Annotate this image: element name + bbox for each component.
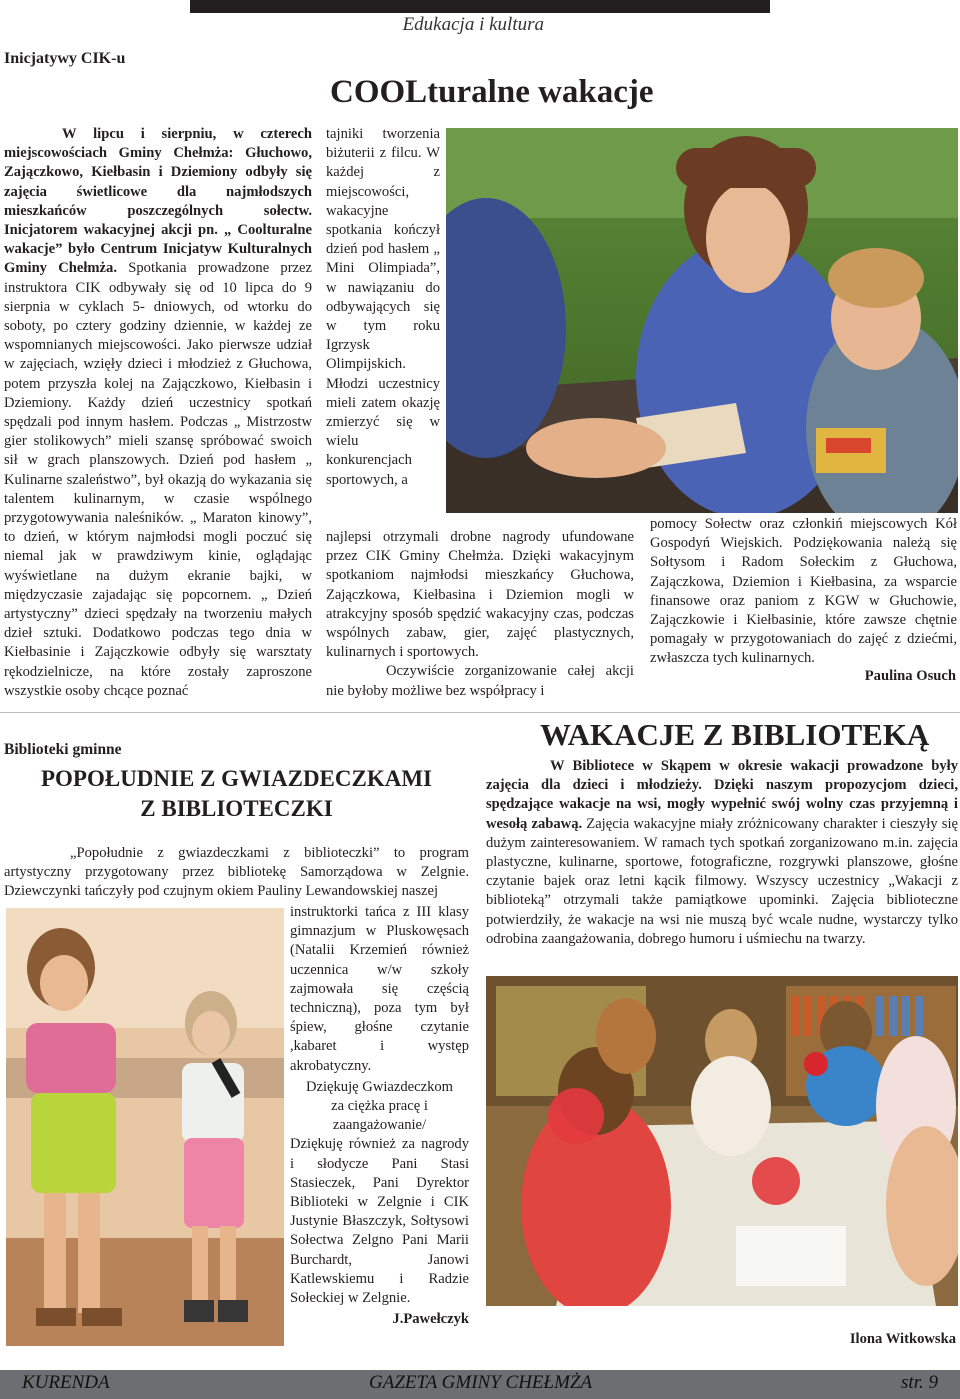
article2-thanks-text: Dziękuję również za nagrody i słodycze Pani Stasi Stasieczek, Pani Dyrektor Biblioteki w Zelgnie i CIK Justynie Błaszczyk, Sołtysowi Sołectwa Zelgno Pani Marii Burchardt, Janowi Katlewskiemu i Radzie Sołeckiej w Zelgnie. (290, 1136, 469, 1307)
article2-title-line1: POPOŁUDNIE Z GWIAZDECZKAMI (40, 766, 433, 791)
article1-column-2 (326, 528, 634, 701)
footer-gazette-name: GAZETA GMINY CHEŁMŻA (369, 1372, 593, 1393)
article3-title: WAKACJE Z BIBLIOTEKĄ (540, 717, 930, 752)
article1-signature: Paulina Osuch (864, 668, 956, 684)
article2-thanks-line2: za ciężka pracę i (331, 1098, 428, 1115)
article3-text: Zajęcia wakacyjne miały zróżnicowany charakter i cieszyły się dużym zainteresowaniem. W ramach tych spotkań zorganizowano m.in. zajęcia plastyczne, kulinarne, sportowe, fotograficzne, rozgrywki planszowe, głośne czytanie bajek oraz letni kącik filmowy. Wszyscy uczestnicy „Wakacji z biblioteką” otrzymali także pamiątkowe upominki. Zajęcia biblioteczne potwierdziły, że wakacje na wsi nie muszą być wcale nudne, wystarczy tylko odrobina zaangażowania, dobrego humoru i uśmiechu na twarzy. (486, 815, 958, 947)
article3-body (486, 757, 958, 949)
article2-title-line2: Z BIBLIOTECZKI (140, 796, 333, 821)
article1-column-2-text: najlepsi otrzymali drobne nagrody ufundowane przez CIK Gminy Chełmża. Dzięki wakacyjnym spotkaniom najmłodsi mieszkańcy Głuchowa, Zajączkowa, Kiełbasina i Dziemion mogli w atrakcyjny sposób spędzić wakacyjny czas, podczas wspólnych zabaw, gier, zajęć plastycznych, kulinarnych i sportowych. (326, 529, 634, 661)
section-tag: Edukacja i kultura (402, 14, 544, 35)
article2-side-text: instruktorki tańca z III klasy gimnazjum w Pluskowęsach (Natalii Krzemień również uczennica w/w szkoły zajmowała się częścią techniczną), poza tym był śpiew, głośne czytanie ,kabaret i występ akrobatyczny. (290, 904, 469, 1074)
article2-intro (4, 844, 469, 902)
article3-lead: W Bibliotece w Skąpem w okresie wakacji prowadzone były zajęcia dla dzieci i młodzieży. Dzięki naszym propozycjom dzieci, spędzające wakacje na wsi, mogły wypełnić swój wolny czas przyjemną i wesołą zabawą. (486, 758, 958, 832)
article2-photo-girls-singing (6, 908, 284, 1346)
children-drawing-image (446, 128, 958, 513)
article2-kicker: Biblioteki gminne (4, 741, 122, 758)
page-footer (0, 1370, 960, 1399)
article2-thanks-heading (290, 1078, 469, 1136)
article1-column-1 (4, 125, 312, 701)
article1-lead: W lipcu i sierpniu, w czterech miejscowościach Gminy Chełmża: Głuchowo, Zajączkowo, Kiełbasin i Dziemiony odbyły się zajęcia świetlicowe dla najmłodszych mieszkańców poszczególnych sołectw. Inicjatorem wakacyjnej akcji pn. „ Coolturalne wakacje” było Centrum Inicjatyw Kulturalnych Gminy Chełmża. (4, 126, 312, 277)
article1-photo-children-drawing (446, 128, 958, 513)
article3-signature: Ilona Witkowska (849, 1331, 956, 1347)
article2-thanks-line3: zaangażowanie/ (332, 1117, 427, 1134)
article1-title: COOLturalne wakacje (330, 74, 654, 110)
article2-thanks-line1: Dziękuję Gwiazdeczkom (305, 1078, 454, 1095)
library-kids-image (486, 976, 958, 1306)
article3-photo-library-kids (486, 976, 958, 1306)
footer-page-number: str. 9 (901, 1372, 938, 1393)
article2-signature: J.Pawełczyk (392, 1311, 469, 1328)
girls-singing-image (6, 908, 284, 1346)
article1-body: Spotkania prowadzone przez instruktora CIK odbywały się od 10 lipca do 9 sierpnia w cyklach 5- dniowych, od wtorku do soboty, po cztery godziny dziennie, w każdej ze wspomnianych miejscowości. Jako pierwsze udział w zajęciach, wzięły dzieci i młodzież z Głuchowa, potem przyszła kolej na Zajączkowo, Kiełbasin i Dziemiony. Każdy dzień uczestnicy spotkań spędzali pod innym hasłem. Podczas „ Mistrzostw gier stolikowych” mieli szansę spróbować swoich sił w grach planszowych. Dzień pod hasłem „ Kulinarne szaleństwo”, był okazją do wykazania się talentem kulinarnym, w czasie wspólnego przygotowywania naleśników. „ Maraton kinowy”, to dzień, w którym najmłodsi mogli poczuć się niemal jak w prawdziwym kinie, oglądając wyświetlane na dużym ekranie bajki, w międzyczasie zajadając się popcornem. „ Dzień artystyczny” dzieci spędzały na tworzeniu małych dzieł sztuki. Dodatkowo podczas tego dnia w Kiełbasinie i Zajączkowie odbyły się warsztaty rękodzielnicze, na które zostały zaproszone wszystkie osoby chcące poznać (4, 260, 312, 699)
article1-column-3: pomocy Sołectw oraz członkiń miejscowych Kół Gospodyń Wiejskich. Podziękowania należą się Sołtysom i Radom Sołeckim z Głuchowa, Zajączkowa, Dziemion i Kiełbasina, za wsparcie finansowe oraz paniom z KGW w Głuchowie, Zajączkowie i Kiełbasinie, które zawsze chętnie pomagały w przygotowaniach do zajęć z dziećmi, zwłaszcza tych kulinarnych. (650, 516, 957, 667)
article2-intro-text: „Popołudnie z gwiazdeczkami z biblioteczki” to program artystyczny przygotowany przez bibliotekę Samorządowa w Zelgnie. Dziewczynki tańczyły pod czujnym okiem Pauliny Lewandowskiej naszej (4, 845, 469, 900)
article1-kicker: Inicjatywy CIK-u (4, 50, 126, 67)
article2-side-column (290, 903, 469, 1329)
article2-title (4, 764, 469, 824)
header-bar (190, 0, 770, 13)
article-divider (0, 712, 960, 713)
article1-column-2-para2: Oczywiście zorganizowanie całej akcji nie byłoby możliwe bez współpracy i (326, 663, 634, 699)
footer-publication: KURENDA (22, 1372, 110, 1393)
article1-column-2-narrow: tajniki tworzenia biżuterii z filcu. W każdej z miejscowości, wakacyjne spotkania kończył dzień pod hasłem „ Mini Olimpiada”, w nawiązaniu do odbywających się w tym roku Igrzysk Olimpijskich. Młodzi uczestnicy mieli zatem okazję zmierzyć się w wielu konkurencjach sportowych, a (326, 126, 440, 488)
